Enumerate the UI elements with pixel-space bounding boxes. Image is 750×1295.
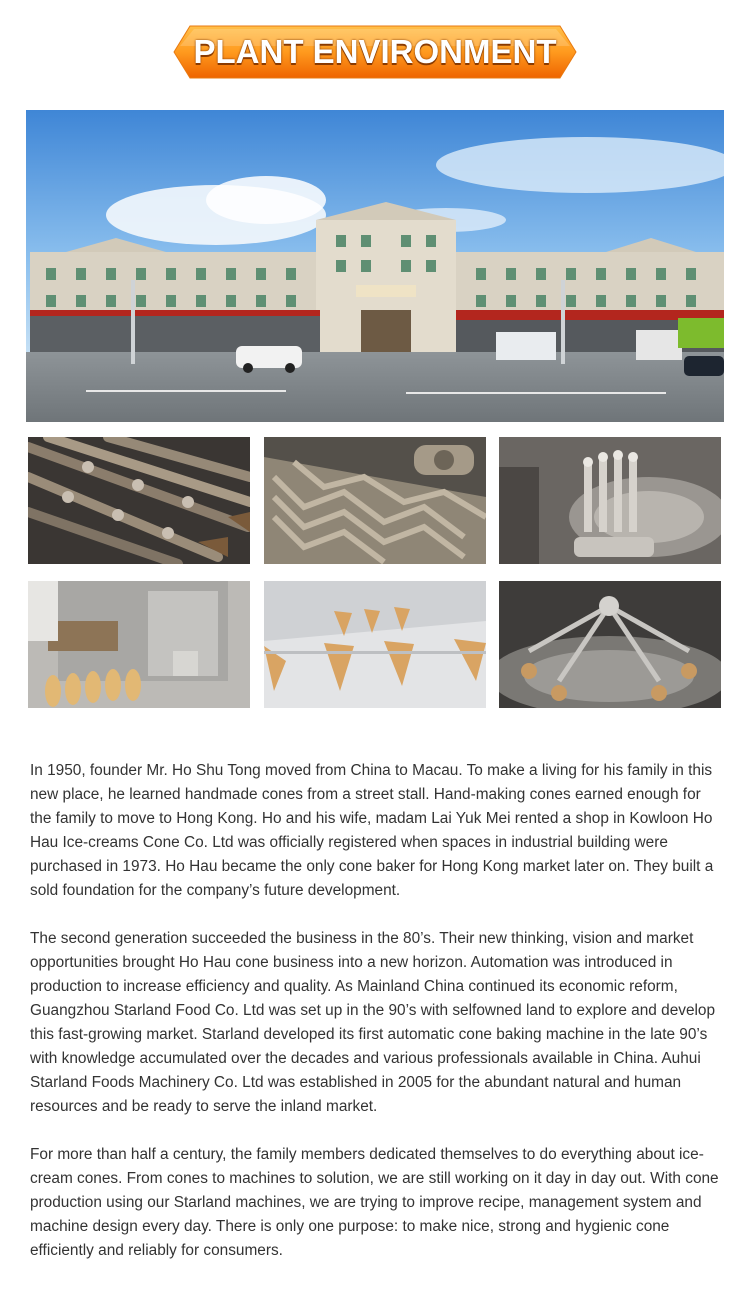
wafer-baking-plate-photo [264,437,486,564]
history-paragraph-3: For more than half a century, the family members dedicated themselves to do everything about ice-cream cones. From cones to machines to solution, we are still working on it day in day out. With cone production using our Starland machines, we are trying to improve recipe, management system and machine design every day. There is only one purpose: to make nice, strong and hygienic cone efficiently and reliably for consumers. [30,1146,719,1259]
factory-building-photo [26,110,724,422]
title-banner [172,24,578,80]
history-paragraph-1: In 1950, founder Mr. Ho Shu Tong moved from China to Macau. To make a living for his family in this new place, he learned handmade cones from a street stall. Hand-making cones earned enough for the family to move to Hong Kong. Ho and his wife, madam Lai Yuk Mei rented a shop in Kowloon Ho Hau Ice-creams Cone Co. Ltd was officially registered when spaces in industrial building were purchased in 1973. Ho Hau became the only cone baker for Hong Kong market later on. They built a sold foundation for the company’s future development. [30,762,714,899]
cone-machine-rotary-head-photo [499,437,721,564]
cone-oven-machine-photo [28,581,250,708]
history-paragraph-2: The second generation succeeded the business in the 80’s. Their new thinking, vision and market opportunities brought Ho Hau cone business into a new horizon. Automation was introduced in production to increase efficiency and quality. As Mainland China continued its economic reform, Guangzhou Starland Food Co. Ltd was set up in the 90’s with selfowned land to explore and develop this fast-growing market. Starland developed its first automatic cone baking machine in the late 90’s with knowledge accumulated over the decades and various professionals available in China. Auhui Starland Foods Machinery Co. Ltd was established in 2005 for the abundant natural and human resources and be ready to serve the inland market. [30,930,716,1115]
cone-molds-photo [28,437,250,564]
cone-conveyor-photo [264,581,486,708]
cone-rolling-machine-photo [499,581,721,708]
page-title: PLANT ENVIRONMENT [193,33,557,70]
